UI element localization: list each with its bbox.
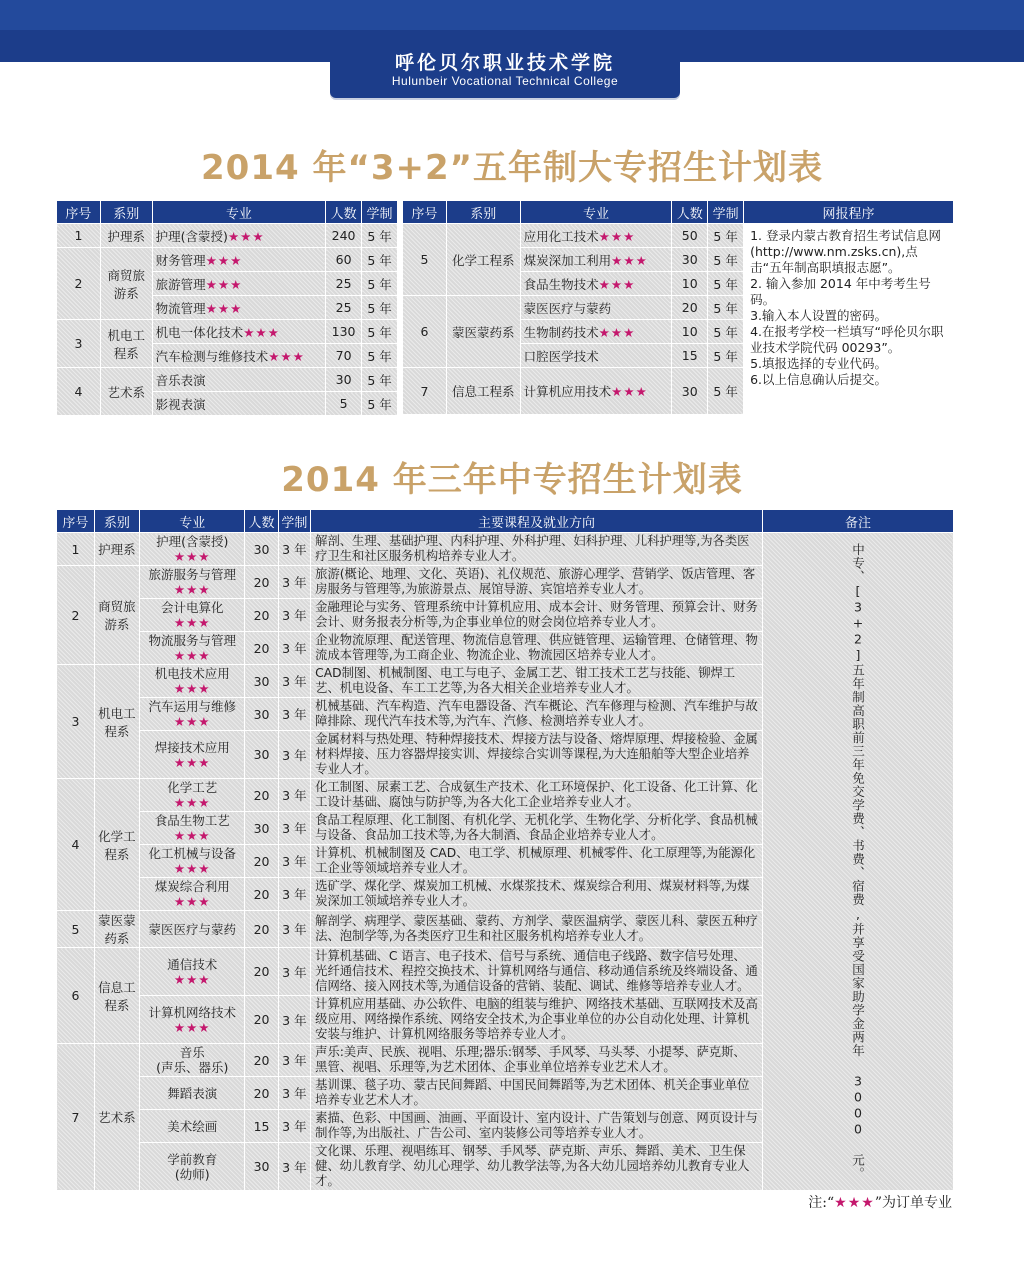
five-year-plan-table-left — [56, 200, 398, 416]
program-length: 5 年 — [362, 368, 398, 392]
major-cell — [139, 779, 244, 812]
major-name: 物流管理 — [155, 300, 206, 316]
major-name: 旅游服务与管理 — [148, 567, 236, 582]
major-name: 护理(含蒙授) — [156, 534, 229, 549]
major-name: 机电一体化技术 — [155, 324, 244, 340]
enrollment-count: 25 — [326, 296, 362, 320]
department: 机电工程系 — [100, 320, 152, 368]
major-name: 食品生物工艺 — [154, 813, 230, 828]
major-name: 化工机械与设备 — [148, 846, 236, 861]
row-number: 7 — [403, 368, 447, 415]
program-length: 5 年 — [362, 224, 398, 248]
row-number: 4 — [57, 779, 95, 911]
program-length: 5 年 — [708, 224, 744, 248]
major-cell — [139, 1143, 244, 1191]
program-length: 3 年 — [278, 779, 311, 812]
major-name: 物流服务与管理 — [148, 633, 236, 648]
enrollment-count: 30 — [672, 248, 708, 272]
star-mark-icon: ★★★ — [598, 228, 636, 244]
column-header: 序号 — [57, 201, 101, 224]
row-number: 3 — [57, 665, 95, 779]
star-mark-icon: ★★★ — [173, 714, 211, 729]
program-length: 5 年 — [708, 272, 744, 296]
star-mark-icon: ★★★ — [205, 276, 243, 292]
major-name: 音乐表演 — [155, 372, 206, 388]
major-cell — [139, 1110, 244, 1143]
footnote-suffix: ”为订单专业 — [874, 1195, 952, 1211]
table2-title: 2014 年三年中专招生计划表 — [281, 460, 743, 500]
row-number: 2 — [57, 566, 95, 665]
star-mark-icon: ★★★ — [598, 324, 636, 340]
table1-title: 2014 年“3+2”五年制大专招生计划表 — [201, 148, 823, 188]
major-name: 机电技术应用 — [154, 666, 230, 681]
college-name-en: Hulunbeir Vocational Technical College — [391, 74, 619, 88]
course-description: 声乐:美声、民族、视唱、乐理;器乐:钢琴、手风琴、马头琴、小提琴、萨克斯、黑管、视唱、乐理等,为艺术团体、企事业单位培养专业艺术人才。 — [311, 1044, 763, 1077]
department: 商贸旅游系 — [100, 248, 152, 320]
program-length: 3 年 — [278, 878, 311, 911]
program-length: 3 年 — [278, 533, 311, 566]
program-length: 3 年 — [278, 845, 311, 878]
program-length: 5 年 — [708, 344, 744, 368]
course-description: 企业物流原理、配送管理、物流信息管理、供应链管理、运输管理、仓储管理、物流成本管理等,为工商企业、物流企业、物流园区培养专业人才。 — [311, 632, 763, 665]
course-description: 计算机、机械制图及 CAD、电工学、机械原理、机械零件、化工原理等,为能源化工企业等领域培养专业人才。 — [311, 845, 763, 878]
column-header: 系别 — [446, 201, 520, 224]
course-description: 选矿学、煤化学、煤炭加工机械、水煤浆技术、煤炭综合利用、煤炭材料等,为煤炭深加工领域培养专业人才。 — [311, 878, 763, 911]
major-name: 生物制药技术 — [523, 324, 599, 340]
column-header: 专业 — [520, 201, 672, 224]
program-length: 3 年 — [278, 632, 311, 665]
major-name: 食品生物技术 — [523, 276, 599, 292]
enrollment-count: 25 — [326, 272, 362, 296]
row-number: 2 — [57, 248, 101, 320]
enrollment-count: 30 — [245, 665, 278, 698]
row-number: 5 — [57, 911, 95, 948]
star-mark-icon: ★★★ — [173, 754, 211, 770]
star-mark-icon: ★★★ — [173, 828, 211, 843]
enrollment-count: 10 — [672, 320, 708, 344]
major-cell — [520, 272, 672, 296]
procedure-step: 6.以上信息确认后提交。 — [750, 372, 888, 387]
procedure-step: 5.填报选择的专业代码。 — [750, 356, 888, 371]
course-description: 文化课、乐理、视唱练耳、钢琴、手风琴、萨克斯、声乐、舞蹈、美术、卫生保健、幼儿教育学、幼儿心理学、幼儿教学法等,为各大幼儿园培养幼儿教育专业人才。 — [311, 1143, 763, 1191]
star-mark-icon: ★★★ — [243, 324, 280, 340]
course-description: CAD制图、机械制图、电工与电子、金属工艺、钳工技术工艺与技能、铆焊工艺、机电设备、车工工艺等,为各大相关企业培养专业人才。 — [311, 665, 763, 698]
major-cell — [139, 566, 244, 599]
column-header: 学制 — [362, 201, 398, 224]
major-cell — [520, 296, 672, 320]
header-banner-shade — [0, 0, 1024, 30]
department: 艺术系 — [100, 368, 152, 416]
star-mark-icon: ★★★ — [173, 648, 211, 663]
enrollment-count: 240 — [326, 224, 362, 248]
star-mark-icon: ★★★ — [173, 615, 211, 630]
course-description: 旅游(概论、地理、文化、英语)、礼仪规范、旅游心理学、营销学、饭店管理、客房服务与管理等,为旅游景点、展馆导游、宾馆培养专业人才。 — [311, 566, 763, 599]
course-description: 解剖学、病理学、蒙医基础、蒙药、方剂学、蒙医温病学、蒙医儿科、蒙医五种疗法、泡制学等,为各类医疗卫生和社区服务机构培养专业人才。 — [311, 911, 763, 948]
column-header: 学制 — [278, 510, 311, 533]
enrollment-count: 70 — [326, 344, 362, 368]
course-description: 金属材料与热处理、特种焊接技术、焊接方法与设备、熔焊原理、焊接检验、金属材料焊接、压力容器焊接实训、焊接综合实训等课程,为大连船舶等大型企业培养专业人才。 — [311, 731, 763, 779]
department: 蒙医蒙药系 — [446, 296, 520, 368]
column-header: 人数 — [245, 510, 278, 533]
program-length: 3 年 — [278, 1077, 311, 1110]
major-name: 煤炭综合利用 — [154, 879, 230, 894]
enrollment-count: 20 — [245, 948, 278, 996]
enrollment-count: 20 — [245, 599, 278, 632]
program-length: 3 年 — [278, 698, 311, 731]
course-description: 化工制图、尿素工艺、合成氨生产技术、化工环境保护、化工设备、化工计算、化工设计基础、腐蚀与防护等,为各大化工企业培养专业人才。 — [311, 779, 763, 812]
footnote-prefix: 注:“ — [808, 1195, 835, 1211]
star-mark-icon: ★★★ — [173, 971, 211, 987]
row-number: 1 — [57, 533, 95, 566]
table-row — [57, 533, 954, 566]
enrollment-count: 20 — [245, 632, 278, 665]
major-cell — [152, 248, 325, 272]
program-length: 5 年 — [362, 296, 398, 320]
footnote — [808, 1192, 952, 1212]
procedure-step: 3.输入本人设置的密码。 — [750, 308, 888, 323]
enrollment-count: 20 — [245, 996, 278, 1044]
major-name: 舞蹈表演 — [167, 1085, 218, 1101]
star-mark-icon: ★★★ — [173, 1019, 211, 1035]
column-header: 序号 — [403, 201, 447, 224]
program-length: 3 年 — [278, 1143, 311, 1191]
enrollment-count: 30 — [326, 368, 362, 392]
tab-divider-right — [680, 62, 688, 98]
department: 信息工程系 — [446, 368, 520, 415]
column-header: 人数 — [672, 201, 708, 224]
column-header: 系别 — [100, 201, 152, 224]
registration-procedure — [744, 224, 954, 415]
program-length: 5 年 — [708, 296, 744, 320]
major-name: 通信技术 — [167, 956, 218, 972]
department: 艺术系 — [94, 1044, 139, 1191]
star-mark-icon: ★★★ — [173, 861, 211, 876]
major-name: 口腔医学技术 — [523, 348, 599, 364]
star-mark-icon: ★★★ — [834, 1195, 875, 1211]
star-mark-icon: ★★★ — [205, 252, 243, 268]
star-mark-icon: ★★★ — [173, 582, 211, 597]
remarks-text: 中专、[3+2]五年制高职前三年免交学费、书费、宿费,并享受国家助学金两年 3000 元。 — [850, 542, 866, 1181]
enrollment-count: 20 — [245, 845, 278, 878]
major-name: 音乐 (声乐、器乐) — [156, 1045, 229, 1075]
major-name: 焊接技术应用 — [154, 739, 230, 755]
major-name: 化学工艺 — [167, 780, 218, 795]
major-cell — [139, 996, 244, 1044]
enrollment-count: 20 — [245, 1044, 278, 1077]
major-name: 汽车检测与维修技术 — [155, 348, 269, 364]
program-length: 3 年 — [278, 665, 311, 698]
major-cell — [139, 533, 244, 566]
major-cell — [139, 698, 244, 731]
enrollment-count: 30 — [672, 368, 708, 415]
enrollment-count: 20 — [245, 779, 278, 812]
enrollment-count: 30 — [245, 533, 278, 566]
enrollment-count: 5 — [326, 392, 362, 416]
three-year-plan-table — [56, 509, 954, 1191]
column-header: 主要课程及就业方向 — [311, 510, 763, 533]
major-name: 煤炭深加工利用 — [523, 252, 612, 268]
enrollment-count: 30 — [245, 1143, 278, 1191]
course-description: 计算机应用基础、办公软件、电脑的组装与维护、网络技术基础、互联网技术及高级应用、网络操作系统、网络安全技术,为企事业单位的办公自动化处理、计算机安装与维护、计算机网络服务等培养专业人才。 — [311, 996, 763, 1044]
program-length: 5 年 — [362, 272, 398, 296]
five-year-plan-table-right — [402, 200, 954, 415]
enrollment-count: 20 — [245, 911, 278, 948]
star-mark-icon: ★★★ — [611, 384, 648, 399]
program-length: 5 年 — [362, 344, 398, 368]
course-description: 机械基础、汽车构造、汽车电器设备、汽车概论、汽车修理与检测、汽车维护与故障排除、现代汽车技术等,为汽车、汽修、检测培养专业人才。 — [311, 698, 763, 731]
major-cell — [152, 224, 325, 248]
course-description: 食品工程原理、化工制图、有机化学、无机化学、生物化学、分析化学、食品机械与设备、食品加工技术等,为各大制酒、食品企业培养专业人才。 — [311, 812, 763, 845]
department: 蒙医蒙药系 — [94, 911, 139, 948]
major-cell — [139, 731, 244, 779]
procedure-step: 1. 登录内蒙古教育招生考试信息网(http://www.nm.zsks.cn),点击“五年制高职填报志愿”。 — [750, 228, 941, 275]
department: 护理系 — [94, 533, 139, 566]
major-cell — [139, 665, 244, 698]
table-row — [57, 248, 398, 272]
enrollment-count: 20 — [245, 1077, 278, 1110]
department: 化学工程系 — [446, 224, 520, 296]
major-cell — [152, 344, 325, 368]
enrollment-count: 20 — [245, 566, 278, 599]
column-header: 专业 — [139, 510, 244, 533]
enrollment-count: 30 — [245, 698, 278, 731]
enrollment-count: 15 — [672, 344, 708, 368]
tab-divider-left — [322, 62, 330, 98]
major-cell — [520, 368, 672, 415]
department: 机电工程系 — [94, 665, 139, 779]
major-name: 会计电算化 — [160, 600, 224, 615]
major-name: 美术绘画 — [167, 1118, 218, 1134]
major-name: 蒙医医疗与蒙药 — [523, 300, 612, 316]
major-cell — [139, 632, 244, 665]
column-header: 专业 — [152, 201, 325, 224]
program-length: 3 年 — [278, 948, 311, 996]
star-mark-icon: ★★★ — [173, 681, 211, 696]
row-number: 6 — [57, 948, 95, 1044]
program-length: 3 年 — [278, 1110, 311, 1143]
procedure-step: 2. 输入参加 2014 年中考考生号码。 — [750, 276, 931, 307]
star-mark-icon: ★★★ — [611, 252, 648, 268]
enrollment-count: 30 — [245, 731, 278, 779]
star-mark-icon: ★★★ — [227, 228, 265, 244]
major-cell — [152, 320, 325, 344]
major-name: 护理(含蒙授) — [155, 228, 228, 244]
major-name: 计算机网络技术 — [148, 1004, 236, 1020]
star-mark-icon: ★★★ — [173, 894, 211, 909]
row-number: 1 — [57, 224, 101, 248]
row-number: 6 — [403, 296, 447, 368]
program-length: 3 年 — [278, 911, 311, 948]
program-length: 5 年 — [362, 392, 398, 416]
row-number: 5 — [403, 224, 447, 296]
program-length: 3 年 — [278, 599, 311, 632]
major-cell — [139, 948, 244, 996]
major-name: 学前教育 (幼师) — [167, 1151, 218, 1182]
program-length: 5 年 — [708, 320, 744, 344]
procedure-step: 4.在报考学校一栏填写“呼伦贝尔职业技术学院代码 00293”。 — [750, 324, 944, 355]
course-description: 解剖、生理、基础护理、内科护理、外科护理、妇科护理、儿科护理等,为各类医疗卫生和社区服务机构培养专业人才。 — [311, 533, 763, 566]
major-cell — [152, 296, 325, 320]
program-length: 3 年 — [278, 1044, 311, 1077]
major-name: 财务管理 — [155, 252, 206, 268]
college-name-cn: 呼伦贝尔职业技术学院 — [394, 52, 615, 74]
course-description: 计算机基础、C 语言、电子技术、信号与系统、通信电子线路、数字信号处理、光纤通信技术、程控交换技术、计算机网络与通信、移动通信系统及终端设备、通信网络、接入网技术等,为通信设备的营销、装配、调试、维修等培养专业人才。 — [311, 948, 763, 996]
major-cell — [139, 878, 244, 911]
major-name: 汽车运用与维修 — [148, 699, 236, 714]
remarks-cell — [762, 533, 953, 1191]
column-header: 序号 — [57, 510, 95, 533]
program-length: 3 年 — [278, 812, 311, 845]
major-name: 旅游管理 — [155, 276, 206, 292]
star-mark-icon: ★★★ — [598, 276, 636, 292]
star-mark-icon: ★★★ — [173, 795, 211, 810]
column-header: 人数 — [326, 201, 362, 224]
department: 化学工程系 — [94, 779, 139, 911]
major-cell — [520, 248, 672, 272]
department: 商贸旅游系 — [94, 566, 139, 665]
major-name: 应用化工技术 — [523, 228, 599, 244]
major-cell — [139, 845, 244, 878]
table-row — [57, 368, 398, 392]
major-cell — [139, 599, 244, 632]
column-header: 备注 — [762, 510, 953, 533]
major-cell — [520, 320, 672, 344]
program-length: 5 年 — [362, 320, 398, 344]
program-length: 3 年 — [278, 731, 311, 779]
department: 护理系 — [100, 224, 152, 248]
enrollment-count: 15 — [245, 1110, 278, 1143]
enrollment-count: 130 — [326, 320, 362, 344]
row-number: 4 — [57, 368, 101, 416]
row-number: 3 — [57, 320, 101, 368]
major-cell — [520, 344, 672, 368]
column-header: 学制 — [708, 201, 744, 224]
enrollment-count: 30 — [245, 812, 278, 845]
program-length: 5 年 — [362, 248, 398, 272]
major-cell — [139, 1077, 244, 1110]
column-header: 网报程序 — [744, 201, 954, 224]
star-mark-icon: ★★★ — [205, 300, 243, 316]
table-row — [57, 320, 398, 344]
table-row — [57, 224, 398, 248]
program-length: 5 年 — [708, 248, 744, 272]
major-cell — [152, 368, 325, 392]
enrollment-count: 50 — [672, 224, 708, 248]
program-length: 3 年 — [278, 566, 311, 599]
major-cell — [152, 392, 325, 416]
star-mark-icon: ★★★ — [268, 348, 305, 364]
row-number: 7 — [57, 1044, 95, 1191]
enrollment-count: 10 — [672, 272, 708, 296]
course-description: 素描、色彩、中国画、油画、平面设计、室内设计、广告策划与创意、网页设计与制作等,为出版社、广告公司、室内装修公司等培养专业人才。 — [311, 1110, 763, 1143]
major-cell — [139, 1044, 244, 1077]
program-length: 5 年 — [708, 368, 744, 415]
star-mark-icon: ★★★ — [173, 549, 211, 564]
department: 信息工程系 — [94, 948, 139, 1044]
major-name: 计算机应用技术 — [523, 384, 612, 399]
major-cell — [520, 224, 672, 248]
major-cell — [139, 812, 244, 845]
course-description: 金融理论与实务、管理系统中计算机应用、成本会计、财务管理、预算会计、财务会计、财务报表分析等,为企事业单位的财会岗位培养专业人才。 — [311, 599, 763, 632]
program-length: 3 年 — [278, 996, 311, 1044]
course-description: 基训课、毯子功、蒙古民间舞蹈、中国民间舞蹈等,为艺术团体、机关企事业单位培养专业艺术人才。 — [311, 1077, 763, 1110]
enrollment-count: 20 — [245, 878, 278, 911]
enrollment-count: 20 — [672, 296, 708, 320]
major-name: 蒙医医疗与蒙药 — [148, 921, 236, 937]
major-cell — [152, 272, 325, 296]
enrollment-count: 60 — [326, 248, 362, 272]
major-name: 影视表演 — [155, 396, 206, 412]
table-row — [403, 224, 954, 248]
major-cell — [139, 911, 244, 948]
column-header: 系别 — [94, 510, 139, 533]
